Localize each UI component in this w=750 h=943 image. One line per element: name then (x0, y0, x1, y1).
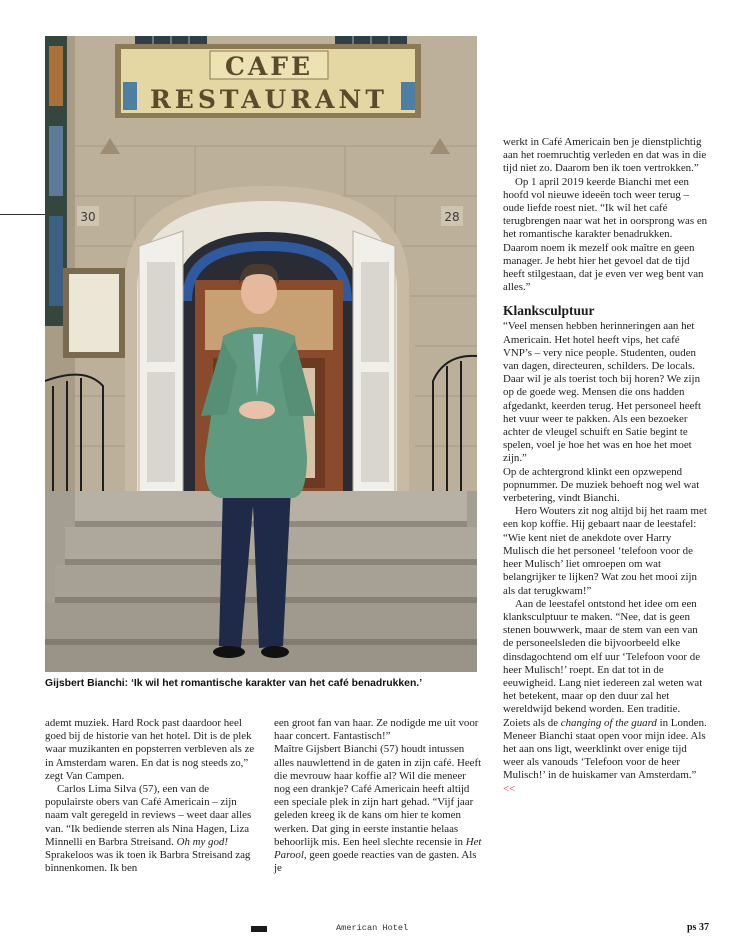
paragraph: Hero Wouters zit nog altijd bij het raam met een kop koffie. Hij gebaart naar de leestafel: “Wie kent niet de anekdote over Harry Mulisch die het personeel ‘telefoon voor de heer Mulisch’ liet omroepen om wat belangrijker te lijken? Wat zou het mooi zijn als dat terugkwam!” (503, 505, 707, 597)
house-number-30: 30 (80, 210, 96, 224)
footer-magazine-label: American Hotel (336, 923, 409, 933)
footer-block-mark (251, 926, 267, 932)
hotel-entrance-photo (45, 36, 477, 672)
paragraph: “Veel mensen hebben herinneringen aan het Americain. Het hotel heeft vips, het café VNP’s – very nice people. Studenten, ouden van dagen, directeuren, schilders. De locals. Daar wil je als toerist toch bij horen? We zijn op de goede weg. Mensen die ons hadden afgedankt, keerden terug. Het personeel heeft het vuur weer te pakken. Als een bezoeker achter de vleugel schuift en Satie begint te spelen, voel je hoe het was en hoe het moet zijn.” (503, 320, 702, 465)
page-number: ps 37 (687, 922, 709, 933)
section-heading: Klanksculptuur (503, 303, 595, 319)
article-column-1 (45, 717, 255, 875)
paragraph: Op 1 april 2019 keerde Bianchi met een hoofd vol nieuwe ideeën toch weer terug – oude liefde roest niet. “Ik wil het café terugbrengen naar wat het in oorsprong was en het romantische karakter benadrukken. Daarom noem ik mezelf ook maître en geen manager. Je hebt hier het gevoel dat de tijd heeft stilgestaan, dat je even ver weg bent van alles.” (503, 175, 708, 294)
sign-cafe-text: CAFE (224, 52, 314, 81)
margin-rule (0, 214, 45, 215)
paragraph: Aan de leestafel ontstond het idee om een klanksculptuur te maken. “Nee, dat is geen stenen bouwwerk, maar de stem van een van de personeelsleden die bijvoorbeeld elke dinsdagochtend om elf uur ‘Telefoon voor de heer Mulisch!’ roept. En dat tot in de eeuwigheid. Lang niet iedereen zal weten wat het betekent, maar op den duur zal het wereldwijd bekend worden. Een traditie. Zoiets als de changing of the guard in Londen. Meneer Bianchi staat open voor mijn idee. Als het aan ons ligt, weerklinkt over enige tijd weer als vanouds ‘Telefoon voor de heer Mulisch!’ in de huiskamer van Amsterdam.” << (503, 597, 707, 795)
end-mark: << (503, 782, 516, 795)
paragraph: Op de achtergrond klinkt een opzwepend popnummer. De muziek behoeft nog wel wat verbetering, vindt Bianchi. (503, 465, 700, 505)
house-number-28: 28 (444, 210, 460, 224)
article-column-2 (274, 717, 484, 875)
paragraph: Maître Gijsbert Bianchi (57) houdt intussen alles nauwlettend in de gaten in zijn café. Heeft die mevrouw haar koffie al? Wil die meneer nog een drankje? Café Americain heeft altijd een speciale plek in zijn hart gehad. “Vijf jaar geleden kreeg ik de kans om hier te komen werken. Dat ging in eerste instantie helaas behoorlijk mis. Een heel slechte recensie in Het Parool, geen goede reacties van de gasten. Als je (274, 743, 482, 875)
paragraph: ademt muziek. Hard Rock past daardoor heel goed bij de historie van het hotel. Dit is de plek waar muzikanten en popsterren verbleven als ze in Amsterdam waren. En dat is nog steeds zo,” zegt Van Campen. (45, 717, 255, 782)
article-column-3 (503, 136, 708, 796)
photo-caption: Gijsbert Bianchi: ‘Ik wil het romantische karakter van het café benadrukken.’ (45, 678, 423, 689)
paragraph: werkt in Café Americain ben je dienstplichtig aan het roemruchtig verleden en dat was in die tijd niet zo. Daarom ben ik toen vertrokken.” (503, 136, 707, 175)
paragraph: een groot fan van haar. Ze nodigde me uit voor haar concert. Fantastisch!” (274, 717, 479, 743)
sign-restaurant-text: RESTAURANT (150, 85, 388, 114)
paragraph: Carlos Lima Silva (57), een van de populairste obers van Café Americain – zijn naam valt geregeld in reviews – weet daar alles van. “Ik bediende sterren als Nina Hagen, Liza Minnelli en Barbra Streisand. Oh my god! Sprakeloos was ik toen ik Barbra Streisand zag binnenkomen. Ik ben (45, 783, 252, 875)
